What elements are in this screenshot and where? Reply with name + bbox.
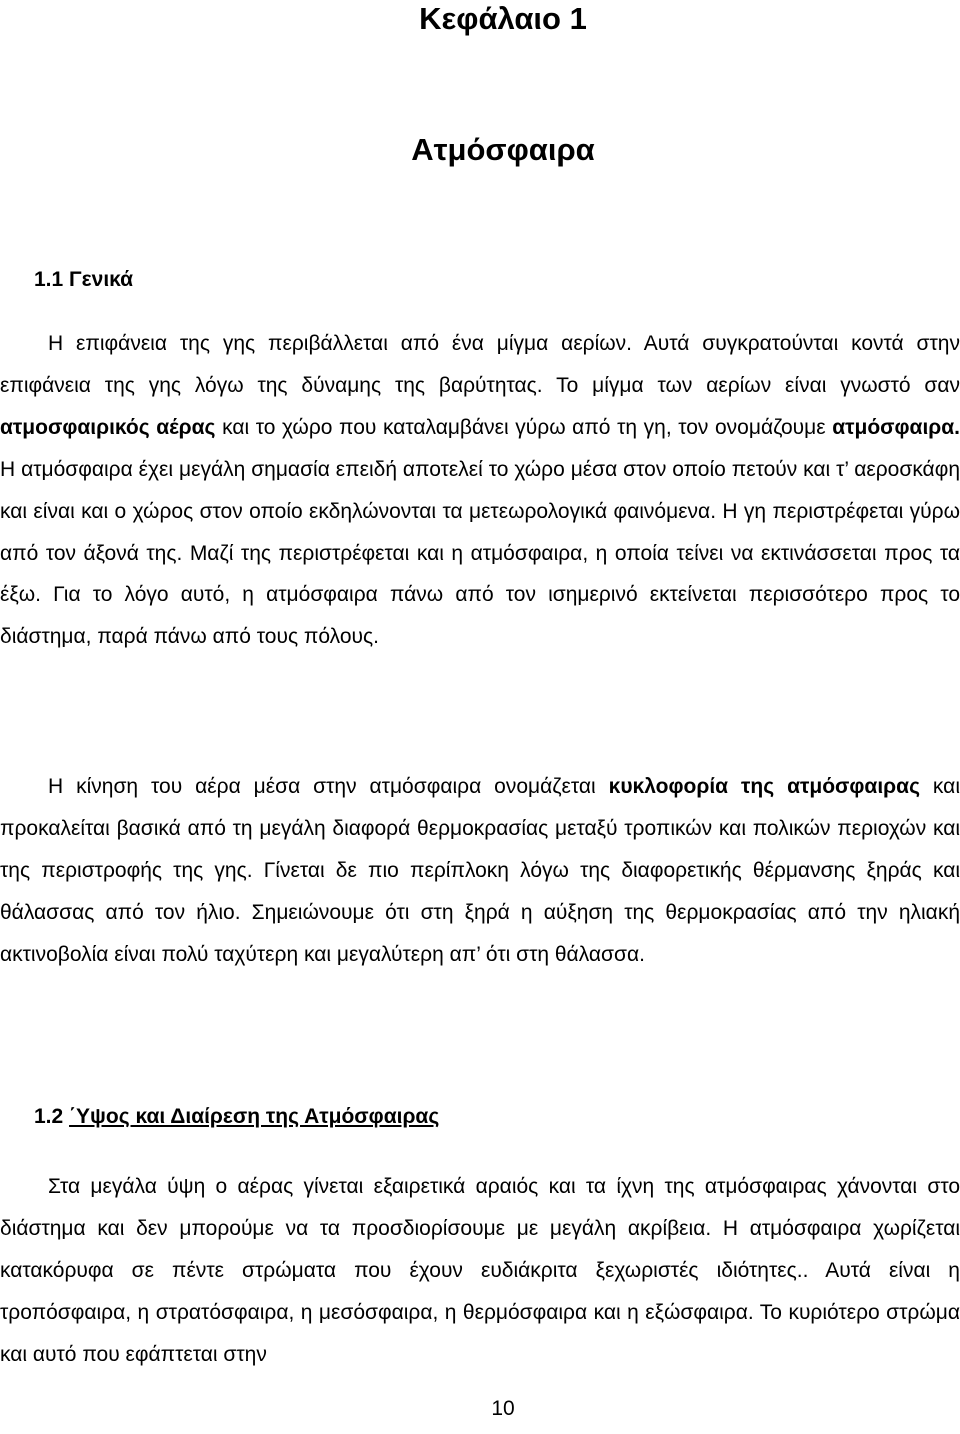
paragraph-3 [0, 1166, 960, 1376]
chapter-title: Κεφάλαιο 1 [419, 1, 587, 36]
section-number: 1.1 [34, 268, 64, 291]
bold-term: κυκλοφορία της ατμόσφαιρας [608, 775, 920, 798]
section-title: ΄Υψος και Διαίρεση της Ατμόσφαιρας [69, 1105, 440, 1128]
bold-term: ατμόσφαιρα. [832, 415, 960, 439]
page-title: Ατμόσφαιρα [411, 132, 595, 167]
paragraph-1 [0, 323, 960, 658]
text: Η κίνηση του αέρα μέσα στην ατμόσφαιρα ονομάζεται [48, 775, 609, 798]
page-number: 10 [491, 1397, 515, 1420]
text: Στα μεγάλα ύψη ο αέρας γίνεται εξαιρετικά αραιός και τα ίχνη της ατμόσφαιρας χάνονται στο διάστημα και δεν μπορούμε να τα προσδιορίσουμε με μεγάλη ακρίβεια. Η ατμόσφαιρα χωρίζεται κατακόρυφα σε πέντε στρώματα που έχουν ευδιάκριτα ξεχωριστές ιδιότητες.. Αυτά είναι η τροπόσφαιρα, η στρατόσφαιρα, η μεσόσφαιρα, η θερμόσφαιρα και η εξώσφαιρα. Το κυριότερο στρώμα και αυτό που εφάπτεται στην [0, 1175, 960, 1366]
text: και προκαλείται βασικά από τη μεγάλη διαφορά θερμοκρασίας μεταξύ τροπικών και πολικών περιοχών και της περιστροφής της γης. Γίνεται δε πιο περίπλοκη λόγω της διαφορετικής θέρμανσης ξηράς και θάλασσας από τον ήλιο. Σημειώνουμε ότι στη ξηρά η αύξηση της θερμοκρασίας από την ηλιακή ακτινοβολία είναι πολύ ταχύτερη και μεγαλύτερη απ’ ότι στη θάλασσα. [0, 775, 960, 966]
section-number: 1.2 [34, 1105, 64, 1128]
text: Η επιφάνεια της γης περιβάλλεται από ένα μίγμα αερίων. Αυτά συγκρατούνται κοντά στην επιφάνεια της γης λόγω της δύναμης της βαρύτητας. Το μίγμα των αερίων είναι γνωστό σαν [0, 332, 960, 397]
paragraph-2 [0, 766, 960, 976]
bold-term: ατμοσφαιρικός αέρας [0, 415, 216, 439]
section-title: Γενικά [69, 268, 134, 291]
text: και το χώρο που καταλαμβάνει γύρω από τη γη, τον ονομάζουμε [215, 415, 833, 439]
text: Η ατμόσφαιρα έχει μεγάλη σημασία επειδή αποτελεί το χώρο μέσα στον οποίο πετούν και τ’ αεροσκάφη και είναι και ο χώρος στον οποίο εκδηλώνονται τα μετεωρολογικά φαινόμενα. Η γη περιστρέφεται γύρω από τον άξονά της. Μαζί της περιστρέφεται και η ατμόσφαιρα, η οποία τείνει να εκτινάσσεται προς τα έξω. Για το λόγο αυτό, η ατμόσφαιρα πάνω από τον ισημερινό εκτείνεται περισσότερο προς το διάστημα, παρά πάνω από τους πόλους. [0, 457, 960, 649]
section-heading-1-1 [34, 267, 133, 293]
section-heading-1-2 [34, 1104, 439, 1130]
